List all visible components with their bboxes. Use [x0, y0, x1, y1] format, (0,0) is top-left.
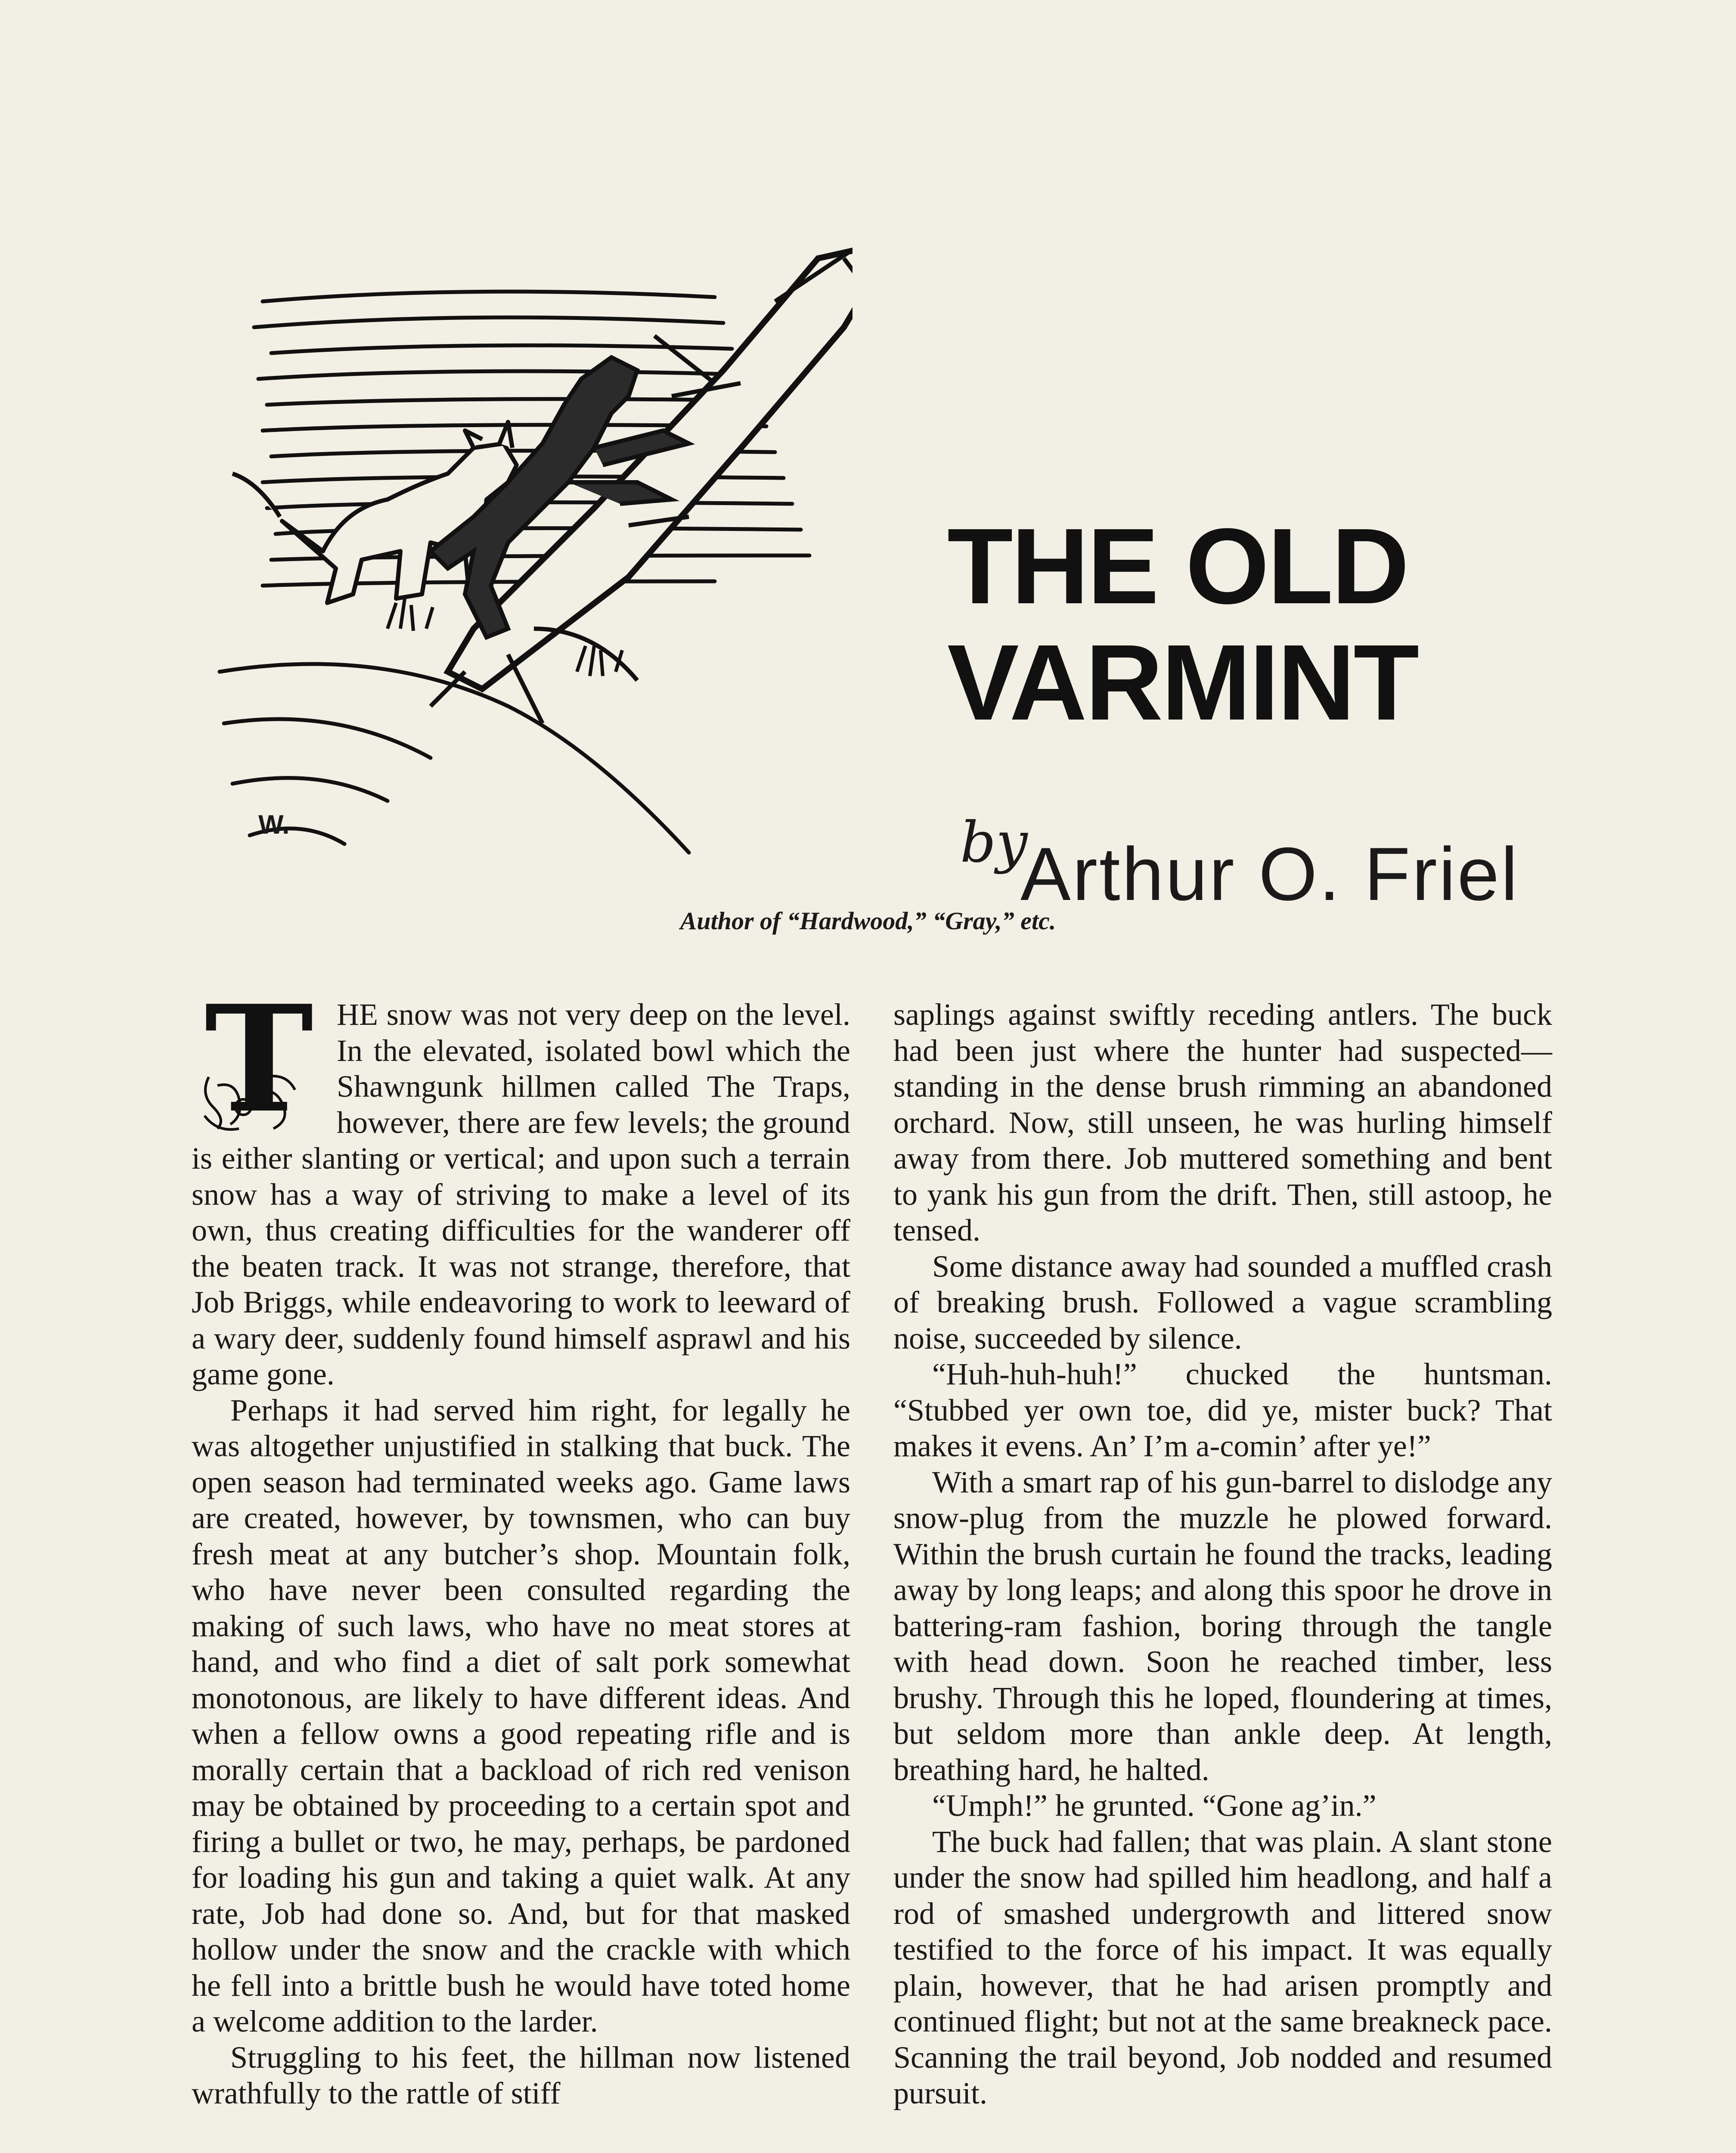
- title-line-1: THE OLD: [947, 506, 1408, 626]
- header-illustration: [207, 241, 852, 861]
- title-line-2: VARMINT: [947, 622, 1418, 742]
- paragraph: saplings against swiftly receding antlers. The buck had been just where the hunter had suspected—standing in the dense brush rimming an abandoned orchard. Now, still unseen, he was hurling himself away from there. Job muttered something and bent to yank his gun from the drift. Then, still astoop, he tensed.: [893, 997, 1552, 1247]
- author-name: Arthur O. Friel: [1020, 832, 1519, 916]
- paragraph: The buck had fallen; that was plain. A slant stone under the snow had spilled him headlong, and half a rod of smashed undergrowth and littered snow testified to the force of his impact. It was equally plain, however, that he had arisen promptly and continued flight; but not at the same breakneck pace. Scanning the trail beyond, Job nodded and resumed pursuit.: [893, 1824, 1552, 2110]
- paragraph: Struggling to his feet, the hillman now listened wrathfully to the rattle of stiff: [192, 2040, 850, 2110]
- paragraph: “Umph!” he grunted. “Gone ag’in.”: [932, 1788, 1376, 1823]
- byline-by: by: [960, 810, 1028, 875]
- drop-cap: [192, 974, 327, 1145]
- right-column: [893, 997, 1552, 2112]
- byline: [952, 810, 1705, 916]
- author-credit: Author of “Hardwood,” “Gray,” etc.: [680, 907, 1056, 935]
- drop-cap-letter: T: [205, 974, 314, 1145]
- dogs-and-tree-drawing: [207, 241, 852, 861]
- paragraph: HE snow was not very deep on the level. In the elevated, isolated bowl which the Shawngunk hillmen called The Traps, however, there are few levels; the ground is either slanting or vertical; and upon such a terrain snow has a way of striving to make a level of its own, thus creating difficulties for the wanderer off the beaten track. It was not strange, therefore, that Job Briggs, while endeavoring to work to leeward of a wary deer, suddenly found himself asprawl and his game gone.: [192, 997, 850, 1391]
- left-column: [192, 974, 850, 2112]
- paragraph: “Huh-huh-huh!” chucked the huntsman. “Stubbed yer own toe, did ye, mister buck? That makes it evens. An’ I’m a-comin’ after ye!”: [893, 1357, 1552, 1463]
- paragraph: Some distance away had sounded a muffled crash of breaking brush. Followed a vague scrambling noise, succeeded by silence.: [893, 1249, 1552, 1356]
- article-title: [947, 508, 1679, 741]
- paragraph: Perhaps it had served him right, for legally he was altogether unjustified in stalking that buck. The open season had terminated weeks ago. Game laws are created, however, by townsmen, who can buy fresh meat at any butcher’s shop. Mountain folk, who have never been consulted regarding the making of such laws, who have no meat stores at hand, and who find a diet of salt pork somewhat monotonous, are likely to have different ideas. And when a fellow owns a good repeating rifle and is morally certain that a backload of rich red venison may be obtained by proceeding to a certain spot and firing a bullet or two, he may, perhaps, be pardoned for loading his gun and taking a quiet walk. At any rate, Job had done so. And, but for that masked hollow under the snow and the crackle with which he fell into a brittle bush he would have toted home a welcome addition to the larder.: [192, 1393, 850, 2038]
- paragraph: With a smart rap of his gun-barrel to dislodge any snow-plug from the muzzle he plowed forward. Within the brush curtain he found the tracks, leading away by long leaps; and along this spoor he drove in battering-ram fashion, boring through the tangle with head down. Soon he reached timber, less brushy. Through this he loped, floundering at times, but seldom more than ankle deep. At length, breathing hard, he halted.: [893, 1464, 1552, 1787]
- artist-mark: W.: [258, 810, 290, 840]
